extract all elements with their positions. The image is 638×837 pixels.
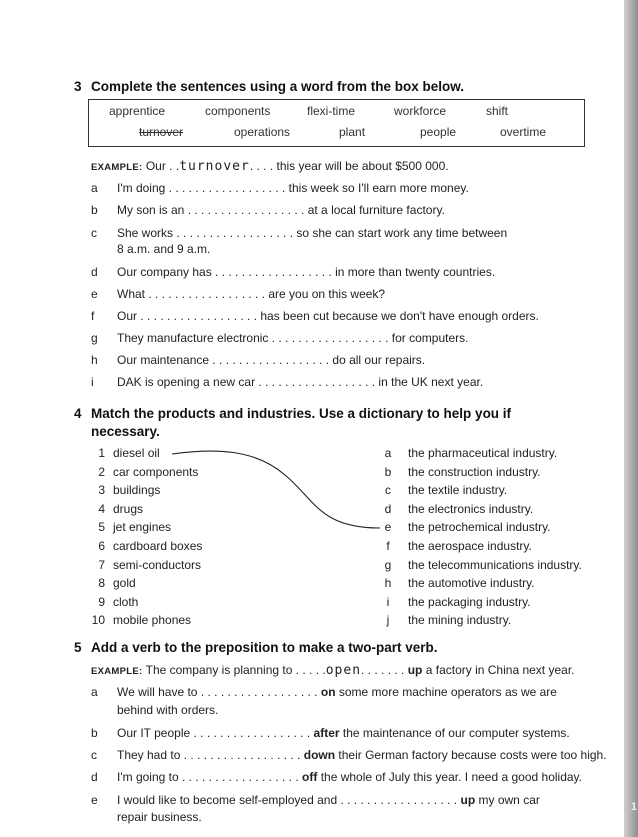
box-word: components — [205, 104, 271, 118]
product-item: 4 drugs — [98, 501, 144, 516]
exercise-4-heading-cont: necessary. — [91, 424, 160, 439]
industry-item: f the aerospace industry. — [386, 538, 532, 553]
page-edge-number: 1 — [630, 801, 637, 813]
box-word: people — [420, 125, 457, 139]
exercise-5-item: d I'm going to . . . . . . . . . . . . . . . . . . off the whole of July this year. I need a good holiday. — [91, 770, 582, 784]
product-item: 9 cloth — [98, 594, 139, 609]
exercise-3-item: h Our maintenance . . . . . . . . . . . . . . . . . . do all our repairs. — [91, 353, 426, 367]
exercise-5-heading: 5 Add a verb to the preposition to make a two-part verb. — [74, 640, 438, 655]
exercise-3-heading: 3 Complete the sentences using a word from the box below. — [74, 79, 465, 94]
handwritten-answer: turnover — [179, 159, 250, 174]
box-word: workforce — [394, 104, 447, 118]
industry-item: h the automotive industry. — [384, 576, 535, 591]
industry-item: d the electronics industry. — [384, 501, 534, 516]
product-item: 5 jet engines — [98, 520, 172, 535]
industry-item: b the construction industry. — [384, 464, 541, 479]
exercise-3-item: a I'm doing . . . . . . . . . . . . . . . . . . this week so I'll earn more money. — [91, 181, 469, 195]
product-item: 10 mobile phones — [91, 613, 192, 628]
industry-item: c the textile industry. — [385, 483, 508, 498]
industry-item: j the mining industry. — [386, 613, 512, 628]
product-item: 8 gold — [98, 576, 136, 591]
product-item: 6 cardboard boxes — [98, 538, 203, 553]
industry-item: g the telecommunications industry. — [384, 557, 582, 572]
box-word-crossed: turnover — [139, 125, 184, 139]
industry-item: i the packaging industry. — [386, 594, 531, 609]
exercise-5-item-cont: repair business. — [117, 810, 202, 824]
box-word: flexi-time — [307, 104, 356, 118]
box-word: operations — [234, 125, 291, 139]
box-word: plant — [339, 125, 366, 139]
exercise-5-example: EXAMPLE: The company is planning to . . . . .open. . . . . . . up a factory in China next year. — [91, 663, 575, 678]
product-item: 2 car components — [98, 464, 199, 479]
exercise-3-item: b My son is an . . . . . . . . . . . . . . . . . . at a local furniture factory. — [91, 203, 445, 217]
industry-item: e the petrochemical industry. — [384, 520, 551, 535]
exercise-5-item: b Our IT people . . . . . . . . . . . . . . . . . . after the maintenance of our computer systems. — [91, 726, 570, 740]
exercise-3-item: g They manufacture electronic . . . . . . . . . . . . . . . . . . for computers. — [91, 331, 469, 345]
exercise-3-item: e What . . . . . . . . . . . . . . . . . . are you on this week? — [91, 287, 386, 301]
exercise-5-item-cont: behind with orders. — [117, 703, 219, 717]
exercise-5-item: c They had to . . . . . . . . . . . . . . . . . . down their German factory because costs were too high. — [91, 748, 607, 762]
product-item: 1 diesel oil — [98, 446, 160, 460]
handwritten-answer: open — [325, 663, 362, 678]
box-word: apprentice — [109, 104, 166, 118]
box-word: overtime — [500, 125, 547, 139]
product-item: 7 semi-conductors — [98, 557, 202, 572]
box-word: shift — [486, 104, 509, 118]
exercise-5-item: a We will have to . . . . . . . . . . . . . . . . . . on some more machine operators as we are — [91, 685, 557, 699]
exercise-4-heading: 4 Match the products and industries. Use a dictionary to help you if — [74, 406, 512, 421]
exercise-3-item: f Our . . . . . . . . . . . . . . . . . . has been cut because we don't have enough orders. — [91, 309, 539, 323]
exercise-3-item: d Our company has . . . . . . . . . . . . . . . . . . in more than twenty countries. — [91, 265, 496, 279]
exercise-5-item: e I would like to become self-employed and . . . . . . . . . . . . . . . . . . up my own car — [91, 793, 540, 807]
exercise-3-item: c She works . . . . . . . . . . . . . . . . . . so she can start work any time between — [91, 226, 508, 240]
product-item: 3 buildings — [98, 483, 161, 498]
exercise-3-item-cont: 8 a.m. and 9 a.m. — [117, 242, 211, 256]
exercise-3-item: i DAK is opening a new car . . . . . . . . . . . . . . . . . . in the UK next year. — [91, 375, 484, 389]
industry-item: a the pharmaceutical industry. — [384, 446, 558, 460]
exercise-3-example: EXAMPLE: Our . .turnover. . . . this year will be about $500 000. — [91, 159, 449, 174]
